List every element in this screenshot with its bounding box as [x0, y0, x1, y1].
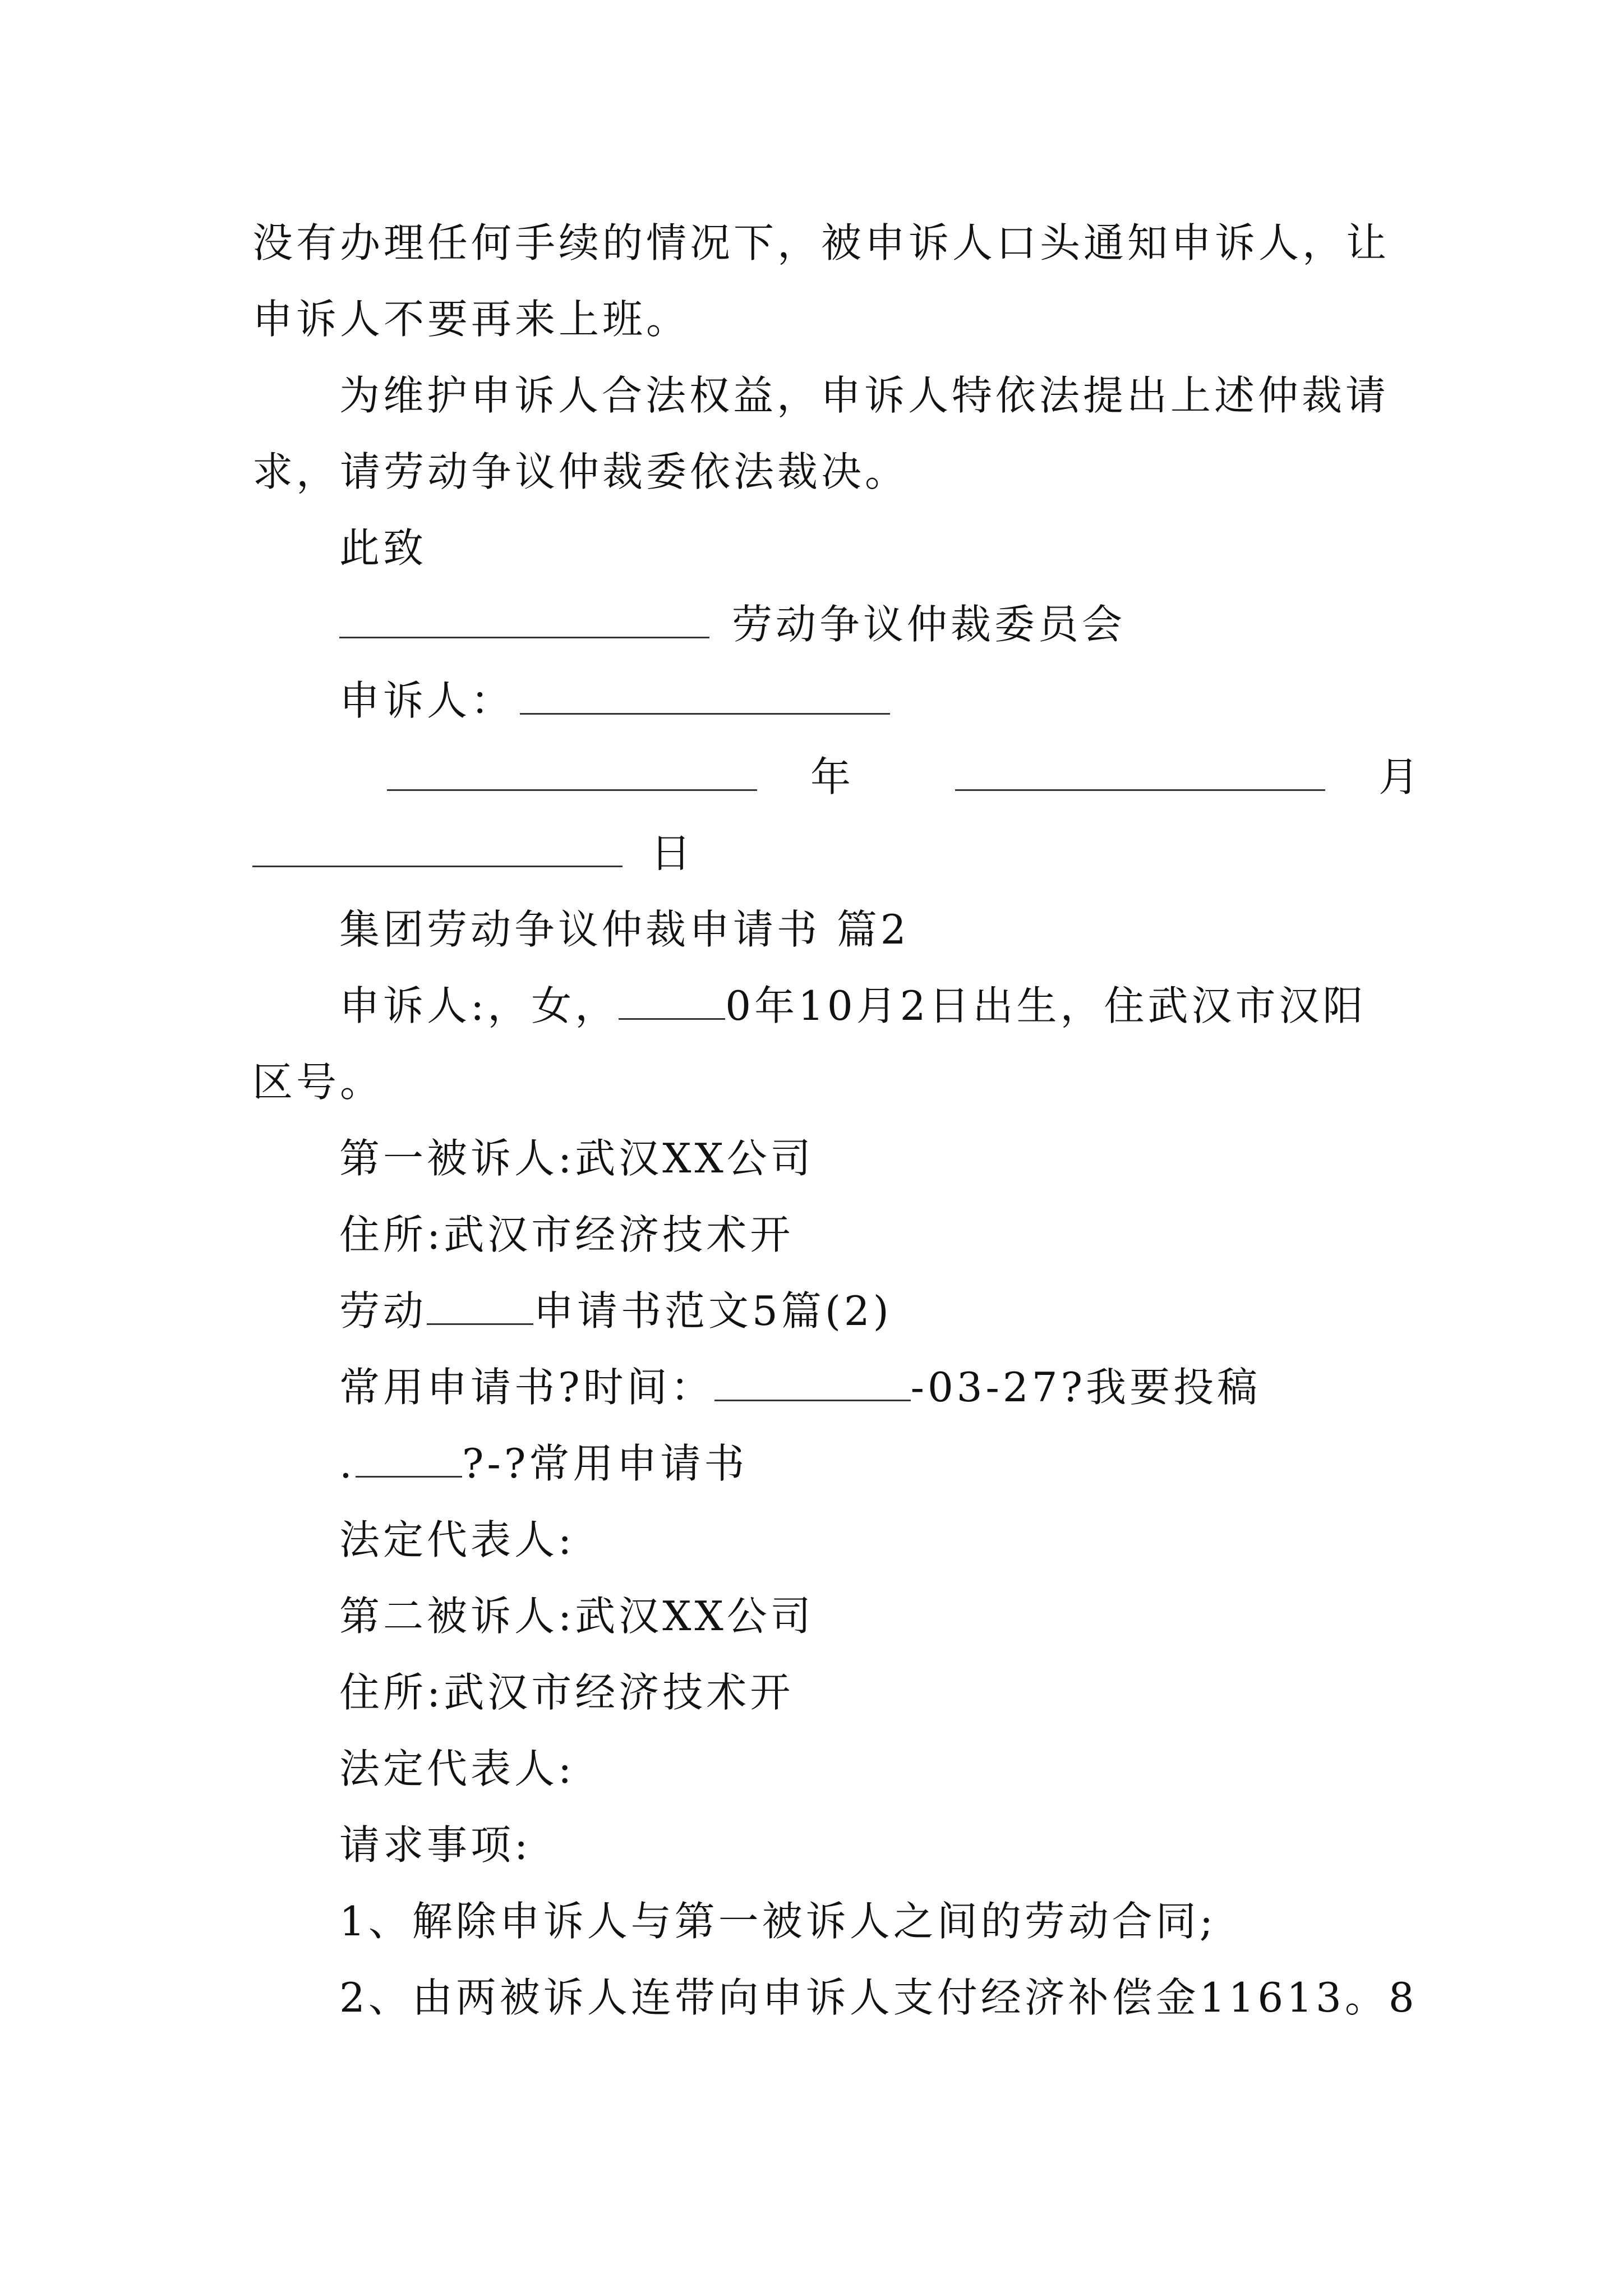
addressee-line	[339, 599, 1126, 650]
day-label: 日	[651, 830, 695, 877]
applicant-info-cont: 区号。	[252, 1059, 384, 1106]
fill-blank	[356, 1441, 462, 1478]
committee-name: 劳动争议仲裁委员会	[732, 601, 1126, 648]
fill-blank	[427, 1289, 533, 1325]
noise-suffix: -03-27?我要投稿	[910, 1364, 1261, 1411]
applicant-info	[339, 981, 1367, 1031]
date-line-day	[252, 828, 694, 878]
paragraph-line: 没有办理任何手续的情况下，被申诉人口头通知申诉人，让	[252, 219, 1390, 266]
paragraph-line: 为维护申诉人合法权益，申诉人特依法提出上述仲裁请	[339, 372, 1390, 419]
noise-prefix: 劳动	[339, 1287, 427, 1335]
legal-rep-label: 法定代表人:	[339, 1516, 575, 1563]
respondent1-label: 第一被诉人:武汉XX公司	[339, 1135, 814, 1182]
applicant-signature-line	[339, 675, 890, 726]
applicant-label: 申诉人：	[339, 677, 515, 724]
fill-blank	[387, 754, 757, 791]
paragraph-line: 申诉人不要再来上班。	[252, 296, 690, 343]
claim-item: 1、解除申诉人与第一被诉人之间的劳动合同;	[339, 1898, 1217, 1945]
noise-line	[339, 1286, 892, 1336]
applicant-info-suffix: 0年10月2日出生，住武汉市汉阳	[725, 982, 1367, 1029]
year-label: 年	[810, 753, 855, 800]
respondent2-label: 第二被诉人:武汉XX公司	[339, 1593, 814, 1640]
applicant-info-prefix: 申诉人:，女，	[339, 982, 619, 1029]
fill-blank	[714, 1365, 911, 1401]
respondent1-address: 住所:武汉市经济技术开	[339, 1211, 794, 1258]
respondent2-address: 住所:武汉市经济技术开	[339, 1669, 794, 1716]
noise-suffix: 申请书范文5篇(2)	[533, 1287, 892, 1335]
date-line	[387, 752, 1422, 802]
noise-line	[339, 1362, 1261, 1412]
fill-blank	[619, 983, 725, 1020]
noise-prefix: 常用申请书?时间：	[339, 1364, 714, 1411]
fill-blank	[339, 602, 709, 638]
noise-prefix: .	[339, 1440, 356, 1487]
fill-blank	[252, 831, 623, 867]
noise-line	[339, 1438, 748, 1489]
fill-blank	[955, 754, 1325, 791]
claim-item: 2、由两被诉人连带向申诉人支付经济补偿金11613。8	[339, 1974, 1418, 2021]
legal-rep-label: 法定代表人:	[339, 1745, 575, 1792]
closing-salutation: 此致	[339, 524, 427, 572]
claims-heading: 请求事项:	[339, 1821, 532, 1869]
noise-suffix: ?-?常用申请书	[462, 1440, 748, 1487]
fill-blank	[520, 678, 890, 715]
section-heading: 集团劳动争议仲裁申请书 篇2	[339, 906, 910, 953]
month-label: 月	[1378, 753, 1423, 800]
paragraph-line: 求，请劳动争议仲裁委依法裁决。	[252, 448, 909, 495]
